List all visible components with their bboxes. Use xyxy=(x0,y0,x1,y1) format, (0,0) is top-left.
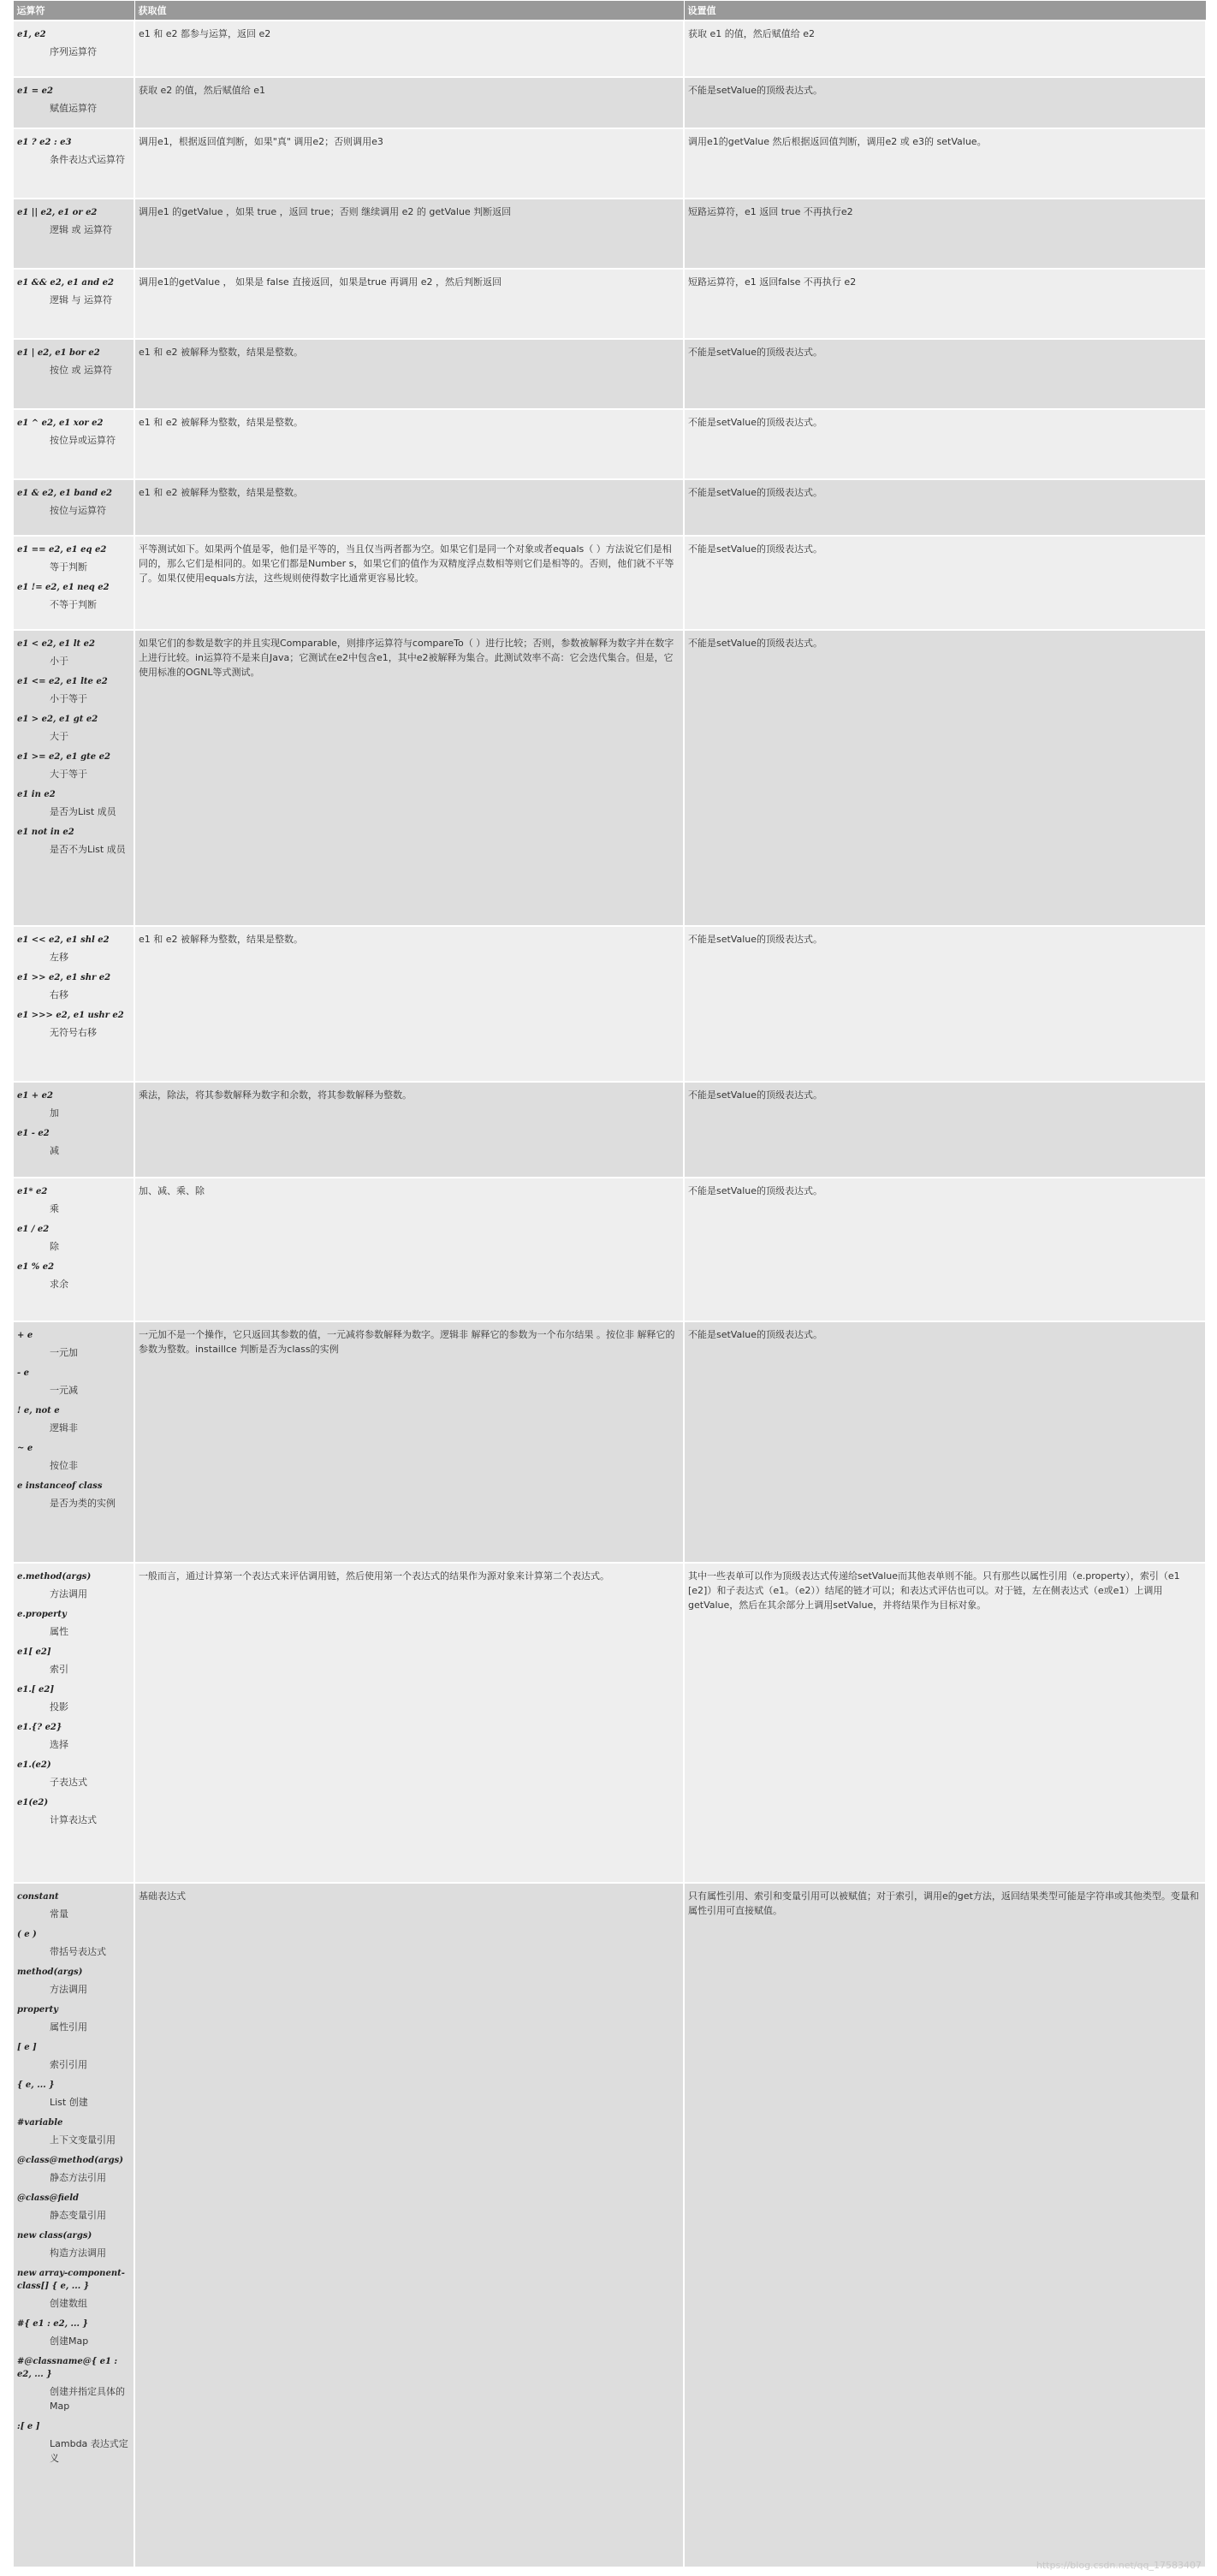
table-row xyxy=(13,1321,1206,1563)
operator-description: 逻辑 与 运算符 xyxy=(50,294,112,306)
operator-expression: @class@field xyxy=(17,2193,80,2203)
operator-description: 是否为类的实例 xyxy=(50,1498,116,1509)
operator-cell xyxy=(13,269,134,339)
operator-expression: ( e ) xyxy=(17,1930,37,1939)
set-value-cell: 不能是setValue的顶级表达式。 xyxy=(684,77,1206,128)
operator-expression: e1 | e2, e1 bor e2 xyxy=(17,348,100,358)
operator-description: 静态变量引用 xyxy=(50,2210,106,2221)
header-get-value: 获取值 xyxy=(134,1,684,21)
operator-cell xyxy=(13,21,134,77)
set-value-cell: 其中一些表单可以作为顶级表达式传递给setValue而其他表单则不能。只有那些以属性引用（e.property），索引（e1 [e2]）和子表达式（e1。（e2））结尾的链才可以；和表达式评估也可以。对于链，左在侧表达式（e或e1）上调用getValue，然后在其余部分上调用setValue，并将结果作为目标对象。 xyxy=(684,1563,1206,1883)
operator-expression: e1 != e2, e1 neq e2 xyxy=(17,583,110,592)
operator-expression: e1.{? e2} xyxy=(17,1723,62,1732)
operator-expression: e1.(e2) xyxy=(17,1760,51,1770)
operator-description: 按位与运算符 xyxy=(50,505,106,516)
operator-expression: e1 ? e2 : e3 xyxy=(17,138,72,147)
operator-cell xyxy=(13,479,134,536)
operator-description: Lambda 表达式定义 xyxy=(50,2438,128,2464)
table-row xyxy=(13,21,1206,77)
operator-cell xyxy=(13,536,134,630)
set-value-cell: 调用e1的getValue 然后根据返回值判断，调用e2 或 e3的 setValue。 xyxy=(684,128,1206,199)
operator-expression: e.property xyxy=(17,1610,67,1619)
operator-cell xyxy=(13,926,134,1082)
operator-expression: e1 << e2, e1 shl e2 xyxy=(17,935,110,945)
operator-expression: e1[ e2] xyxy=(17,1647,51,1657)
get-value-cell: 调用e1，根据返回值判断，如果"真" 调用e2；否则调用e3 xyxy=(134,128,684,199)
operator-description: 小于等于 xyxy=(50,693,87,704)
get-value-cell: 一元加不是一个操作，它只返回其参数的值，一元减将参数解释为数字。逻辑非 解释它的参数为一个布尔结果 。按位非 解释它的参数为整数。instaillce 判断是否为class的实例 xyxy=(134,1321,684,1563)
operator-cell xyxy=(13,1563,134,1883)
operator-description: 创建Map xyxy=(50,2336,89,2347)
operator-expression: e.method(args) xyxy=(17,1572,92,1582)
operator-expression: ~ e xyxy=(17,1444,33,1453)
table-row xyxy=(13,1178,1206,1321)
get-value-cell: 一般而言，通过计算第一个表达式来评估调用链，然后使用第一个表达式的结果作为源对象来计算第二个表达式。 xyxy=(134,1563,684,1883)
operator-description: 选择 xyxy=(50,1739,68,1750)
set-value-cell: 不能是setValue的顶级表达式。 xyxy=(684,409,1206,479)
set-value-cell: 不能是setValue的顶级表达式。 xyxy=(684,1178,1206,1321)
operator-description: 方法调用 xyxy=(50,1588,87,1600)
operator-expression: #{ e1 : e2, ... } xyxy=(17,2319,88,2329)
operator-expression: + e xyxy=(17,1331,33,1340)
operator-description: 无符号右移 xyxy=(50,1027,97,1038)
operator-expression: property xyxy=(17,2005,58,2015)
operator-description: 减 xyxy=(50,1145,59,1156)
operator-description: 一元减 xyxy=(50,1385,78,1396)
table-body xyxy=(13,21,1206,2567)
operator-expression: [ e ] xyxy=(17,2043,37,2052)
table-row xyxy=(13,536,1206,630)
operator-description: 按位非 xyxy=(50,1460,78,1471)
operator-cell xyxy=(13,339,134,409)
set-value-cell: 不能是setValue的顶级表达式。 xyxy=(684,479,1206,536)
table-row xyxy=(13,1082,1206,1178)
table-header-row xyxy=(13,1,1206,21)
operator-expression: e1 <= e2, e1 lte e2 xyxy=(17,677,108,686)
operator-description: 除 xyxy=(50,1241,59,1252)
operator-expression: e1 >= e2, e1 gte e2 xyxy=(17,752,110,762)
operator-expression: - e xyxy=(17,1368,29,1378)
set-value-cell: 不能是setValue的顶级表达式。 xyxy=(684,1321,1206,1563)
operator-expression: e1 < e2, e1 lt e2 xyxy=(17,639,95,649)
operator-description: 属性引用 xyxy=(50,2021,87,2033)
get-value-cell: 如果它们的参数是数字的并且实现Comparable，则排序运算符与compareTo（ ）进行比较；否则，参数被解释为数字并在数字上进行比较。in运算符不是来自Java；它测试在e2中包含e1，其中e2被解释为集合。此测试效率不高：它会迭代集合。但是，它使用标准的OGNL等式测试。 xyxy=(134,630,684,926)
operator-description: 是否不为List 成员 xyxy=(50,844,126,855)
get-value-cell: 乘法，除法，将其参数解释为数字和余数，将其参数解释为整数。 xyxy=(134,1082,684,1178)
operator-cell xyxy=(13,409,134,479)
operator-description: 构造方法调用 xyxy=(50,2247,106,2258)
table-row xyxy=(13,1563,1206,1883)
get-value-cell: 调用e1的getValue ， 如果是 false 直接返回，如果是true 再调用 e2 ，然后判断返回 xyxy=(134,269,684,339)
operator-expression: ! e, not e xyxy=(17,1406,60,1416)
set-value-cell: 不能是setValue的顶级表达式。 xyxy=(684,1082,1206,1178)
operator-expression: e1 == e2, e1 eq e2 xyxy=(17,545,107,555)
operator-description: 方法调用 xyxy=(50,1984,87,1995)
operator-expression: e1 not in e2 xyxy=(17,828,74,837)
operator-expression: e1 & e2, e1 band e2 xyxy=(17,489,112,498)
operator-description: 小于 xyxy=(50,656,68,667)
operator-description: 加 xyxy=(50,1107,59,1119)
operator-cell xyxy=(13,630,134,926)
operator-expression: method(args) xyxy=(17,1968,83,1977)
get-value-cell: 加、减、乘、除 xyxy=(134,1178,684,1321)
table-row xyxy=(13,339,1206,409)
operator-description: 求余 xyxy=(50,1279,68,1290)
operator-description: 创建数组 xyxy=(50,2298,87,2309)
operator-description: 投影 xyxy=(50,1701,68,1712)
table-row xyxy=(13,199,1206,269)
operator-description: 是否为List 成员 xyxy=(50,806,116,817)
operator-expression: e1 % e2 xyxy=(17,1262,55,1272)
set-value-cell: 短路运算符，e1 返回 true 不再执行e2 xyxy=(684,199,1206,269)
operator-description: 按位异或运算符 xyxy=(50,435,116,446)
set-value-cell: 短路运算符，e1 返回false 不再执行 e2 xyxy=(684,269,1206,339)
operator-expression: constant xyxy=(17,1892,59,1902)
operator-expression: #variable xyxy=(17,2118,63,2128)
get-value-cell: e1 和 e2 被解释为整数，结果是整数。 xyxy=(134,926,684,1082)
operator-expression: e1 >>> e2, e1 ushr e2 xyxy=(17,1011,124,1020)
operator-expression: @class@method(args) xyxy=(17,2156,123,2165)
operator-description: 左移 xyxy=(50,952,68,963)
table-row xyxy=(13,479,1206,536)
header-set-value: 设置值 xyxy=(684,1,1206,21)
operator-cell xyxy=(13,128,134,199)
operator-expression: e1 >> e2, e1 shr e2 xyxy=(17,973,111,982)
operator-expression: { e, ... } xyxy=(17,2080,55,2090)
operator-expression: e1 in e2 xyxy=(17,790,56,799)
operator-description: 序列运算符 xyxy=(50,46,97,57)
operator-description: 上下文变量引用 xyxy=(50,2134,116,2146)
operator-description: 带括号表达式 xyxy=(50,1946,106,1957)
operator-description: 索引引用 xyxy=(50,2059,87,2070)
operator-expression: e1.[ e2] xyxy=(17,1685,55,1695)
get-value-cell: e1 和 e2 都参与运算，返回 e2 xyxy=(134,21,684,77)
table-row xyxy=(13,77,1206,128)
operator-expression: e1 ^ e2, e1 xor e2 xyxy=(17,418,104,428)
operator-expression: e1 = e2 xyxy=(17,86,53,96)
get-value-cell: e1 和 e2 被解释为整数，结果是整数。 xyxy=(134,479,684,536)
set-value-cell: 不能是setValue的顶级表达式。 xyxy=(684,926,1206,1082)
operator-expression: e1 + e2 xyxy=(17,1091,53,1101)
operator-description: 计算表达式 xyxy=(50,1814,97,1825)
operator-expression: #@classname@{ e1 : e2, ... } xyxy=(17,2357,118,2379)
get-value-cell: e1 和 e2 被解释为整数，结果是整数。 xyxy=(134,339,684,409)
operator-description: 赋值运算符 xyxy=(50,103,97,114)
operator-cell xyxy=(13,1178,134,1321)
operator-cell xyxy=(13,1321,134,1563)
operator-description: 逻辑 或 运算符 xyxy=(50,224,112,235)
operator-description: 创建并指定具体的Map xyxy=(50,2386,125,2412)
operator-description: 属性 xyxy=(50,1626,68,1637)
operator-description: 条件表达式运算符 xyxy=(50,154,125,165)
get-value-cell: e1 和 e2 被解释为整数，结果是整数。 xyxy=(134,409,684,479)
operator-description: 索引 xyxy=(50,1664,68,1675)
operator-description: 右移 xyxy=(50,989,68,1000)
operator-description: 大于等于 xyxy=(50,769,87,780)
table-row xyxy=(13,926,1206,1082)
operator-description: 等于判断 xyxy=(50,561,87,573)
operator-description: 逻辑非 xyxy=(50,1422,78,1433)
operator-expression: e1, e2 xyxy=(17,30,46,39)
set-value-cell: 获取 e1 的值，然后赋值给 e2 xyxy=(684,21,1206,77)
operator-description: 常量 xyxy=(50,1908,68,1920)
header-operator: 运算符 xyxy=(13,1,134,21)
operator-expression: new array-component-class[] { e, ... } xyxy=(17,2269,125,2291)
operator-description: 一元加 xyxy=(50,1347,78,1358)
operator-expression: e1 > e2, e1 gt e2 xyxy=(17,715,98,724)
table-row xyxy=(13,128,1206,199)
operator-expression: e1 / e2 xyxy=(17,1225,50,1234)
get-value-cell: 平等测试如下。如果两个值是零，他们是平等的，当且仅当两者都为空。如果它们是同一个对象或者equals（ ）方法说它们是相同的，那么它们是相同的。如果它们都是Number s，如果它们的值作为双精度浮点数相等则它们是相等的。否则，他们就不平等了。如果仅使用equals方法，这些规则使得数字比通常更容易比较。 xyxy=(134,536,684,630)
operator-expression: e1 && e2, e1 and e2 xyxy=(17,278,114,288)
operator-expression: e1 - e2 xyxy=(17,1129,50,1138)
set-value-cell: 只有属性引用、索引和变量引用可以被赋值；对于索引，调用e的get方法，返回结果类型可能是字符串或其他类型。变量和属性引用可直接赋值。 xyxy=(684,1883,1206,2567)
operator-description: 子表达式 xyxy=(50,1777,87,1788)
get-value-cell: 调用e1 的getValue ，如果 true ，返回 true；否则 继续调用 e2 的 getValue 判断返回 xyxy=(134,199,684,269)
get-value-cell: 获取 e2 的值，然后赋值给 e1 xyxy=(134,77,684,128)
operator-expression: new class(args) xyxy=(17,2231,92,2241)
operator-cell xyxy=(13,199,134,269)
operator-expression: e1(e2) xyxy=(17,1798,49,1807)
operator-expression: e instanceof class xyxy=(17,1481,103,1491)
operator-description: 乘 xyxy=(50,1203,59,1214)
set-value-cell: 不能是setValue的顶级表达式。 xyxy=(684,339,1206,409)
operator-description: 静态方法引用 xyxy=(50,2172,106,2183)
ognl-operator-table-container xyxy=(12,0,1205,2568)
operator-description: 大于 xyxy=(50,731,68,742)
table-row xyxy=(13,409,1206,479)
set-value-cell: 不能是setValue的顶级表达式。 xyxy=(684,630,1206,926)
table-row xyxy=(13,269,1206,339)
table-row xyxy=(13,1883,1206,2567)
operator-expression: e1 || e2, e1 or e2 xyxy=(17,208,98,217)
ognl-operator-table xyxy=(12,0,1207,2568)
get-value-cell: 基础表达式 xyxy=(134,1883,684,2567)
operator-description: 按位 或 运算符 xyxy=(50,365,112,376)
table-row xyxy=(13,630,1206,926)
operator-cell xyxy=(13,1883,134,2567)
operator-cell xyxy=(13,77,134,128)
operator-cell xyxy=(13,1082,134,1178)
operator-description: List 创建 xyxy=(50,2097,88,2108)
operator-expression: :[ e ] xyxy=(17,2422,40,2431)
operator-expression: e1* e2 xyxy=(17,1187,48,1196)
set-value-cell: 不能是setValue的顶级表达式。 xyxy=(684,536,1206,630)
operator-description: 不等于判断 xyxy=(50,599,97,610)
watermark: https://blog.csdn.net/qq_17583407 xyxy=(1036,2560,1202,2571)
